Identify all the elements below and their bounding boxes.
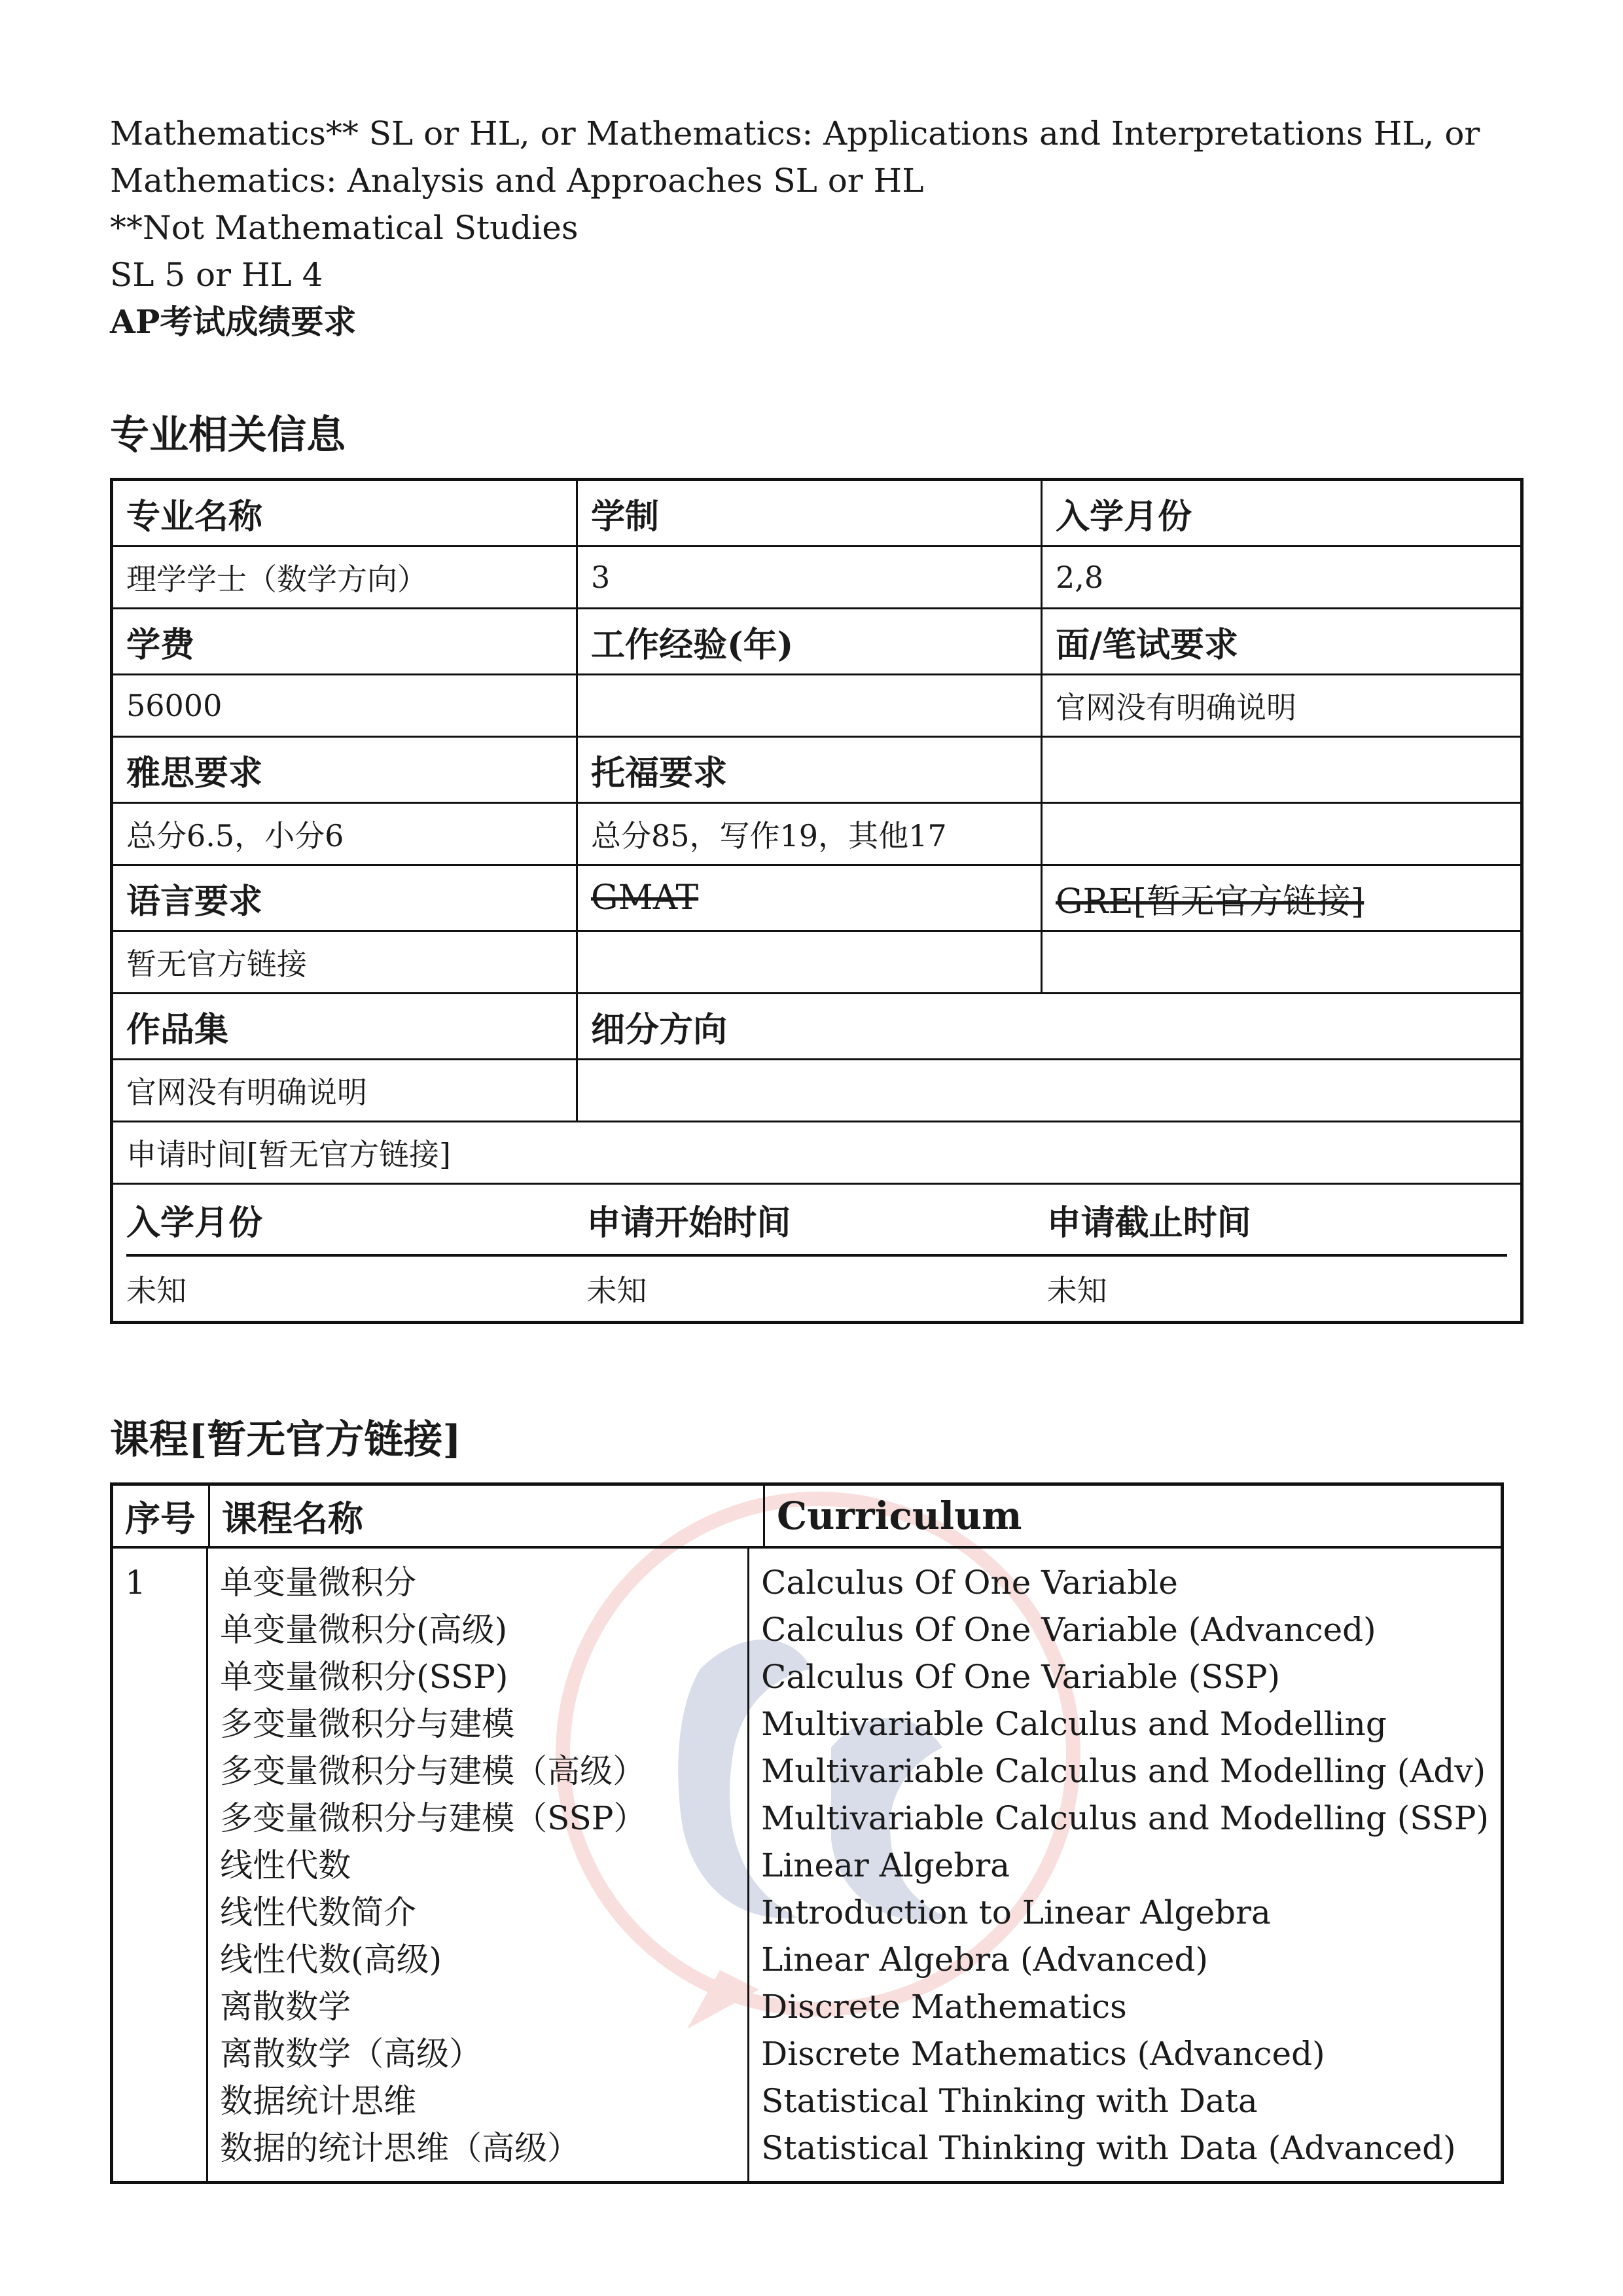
curriculum-table [110, 1482, 1504, 2184]
empty-cell [1043, 738, 1520, 802]
table-row [113, 1060, 1520, 1122]
specialization-label: 细分方向 [591, 1009, 728, 1050]
course-en: Statistical Thinking with Data (Advanced) [761, 2129, 1456, 2167]
app-time-label: 申请时间[暂无官方链接] [126, 1137, 451, 1172]
course-en: Linear Algebra (Advanced) [761, 1941, 1208, 1979]
table-row [113, 738, 1520, 804]
course-en: Statistical Thinking with Data [761, 2082, 1258, 2120]
empty-cell [578, 932, 1043, 992]
portfolio-label: 作品集 [113, 994, 578, 1058]
table-row [113, 804, 1520, 866]
course-cn: 单变量微积分(SSP) [220, 1658, 508, 1696]
course-en: Multivariable Calculus and Modelling (SSP) [761, 1799, 1489, 1837]
course-en: Discrete Mathematics (Advanced) [761, 2035, 1325, 2073]
table-row [113, 547, 1520, 609]
schedule-start-value: 未知 [586, 1273, 647, 1308]
course-en: Multivariable Calculus and Modelling [761, 1705, 1387, 1743]
course-cn: 多变量微积分与建模（高级） [220, 1752, 646, 1790]
table-row [113, 932, 1520, 994]
course-en: Calculus Of One Variable (Advanced) [761, 1611, 1376, 1649]
work-exp-value [578, 675, 1043, 736]
course-cn: 多变量微积分与建模 [220, 1705, 515, 1743]
course-cn: 数据的统计思维（高级） [220, 2129, 580, 2167]
ielts-value: 总分6.5，小分6 [113, 804, 578, 864]
empty-cell [1043, 932, 1520, 992]
schedule-table [113, 1185, 1520, 1321]
course-cn: 线性代数(高级) [220, 1941, 442, 1979]
major-value: 理学学士（数学方向） [113, 547, 578, 607]
tuition-label: 学费 [113, 609, 578, 673]
courses-section-title: 课程[暂无官方链接] [110, 1417, 461, 1463]
work-exp-label: 工作经验(年) [578, 609, 1043, 673]
course-cn-list [208, 1549, 749, 2181]
course-en: Calculus Of One Variable [761, 1564, 1178, 1602]
toefl-value: 总分85，写作19，其他17 [578, 804, 1043, 864]
course-cn: 单变量微积分 [220, 1564, 417, 1602]
table-row [113, 1122, 1520, 1185]
intro-text [110, 110, 1550, 346]
specialization-value [578, 1060, 1520, 1121]
schedule-header [126, 1185, 1507, 1257]
course-cn: 单变量微积分(高级) [220, 1611, 508, 1649]
curriculum-row [113, 1549, 1501, 2181]
gre-label-text: GRE[暂无官方链接] [1056, 882, 1364, 922]
table-row [113, 994, 1520, 1060]
schedule-intake-value: 未知 [126, 1273, 187, 1308]
table-row [113, 866, 1520, 932]
interview-value: 官网没有明确说明 [1056, 690, 1296, 725]
course-cn: 数据统计思维 [220, 2082, 417, 2120]
course-cn: 线性代数 [220, 1846, 351, 1884]
schedule-deadline-label: 申请截止时间 [1046, 1202, 1251, 1243]
schedule-row [113, 1185, 1520, 1321]
major-label: 专业名称 [113, 481, 578, 545]
schedule-deadline-value: 未知 [1046, 1273, 1107, 1308]
gre-label [1043, 866, 1520, 930]
intro-line: Mathematics** SL or HL, or Mathematics: Applications and Interpretations HL, or [110, 115, 1480, 152]
interview-label: 面/笔试要求 [1056, 624, 1238, 665]
intake-label: 入学月份 [1056, 496, 1192, 537]
table-row [113, 481, 1520, 547]
table-row [113, 609, 1520, 675]
duration-value: 3 [578, 547, 1043, 607]
col-cn-header: 课程名称 [210, 1486, 765, 1546]
gmat-label [578, 866, 1043, 930]
duration-label: 学制 [578, 481, 1043, 545]
table-row [113, 675, 1520, 738]
course-cn: 多变量微积分与建模（SSP） [220, 1799, 647, 1837]
schedule-start-label: 申请开始时间 [586, 1202, 791, 1243]
curriculum-header [113, 1486, 1501, 1549]
col-en-header: Curriculum [777, 1494, 1022, 1538]
course-en: Introduction to Linear Algebra [761, 1893, 1271, 1931]
empty-cell [1043, 804, 1520, 864]
schedule-intake-label: 入学月份 [126, 1202, 263, 1243]
portfolio-value: 官网没有明确说明 [113, 1060, 578, 1121]
course-cn: 离散数学 [220, 1988, 351, 2026]
schedule-values [126, 1257, 1507, 1321]
intake-value: 2,8 [1056, 560, 1104, 595]
toefl-label: 托福要求 [578, 738, 1043, 802]
intro-line: Mathematics: Analysis and Approaches SL or HL [110, 162, 924, 200]
course-cn: 线性代数简介 [220, 1893, 417, 1931]
lang-value: 暂无官方链接 [113, 932, 578, 992]
course-en: Multivariable Calculus and Modelling (Adv) [761, 1752, 1486, 1790]
intro-line: SL 5 or HL 4 [110, 256, 323, 294]
course-en: Linear Algebra [761, 1846, 1010, 1884]
gmat-label-text: GMAT [591, 878, 699, 918]
program-info-table [110, 478, 1524, 1324]
course-en: Discrete Mathematics [761, 1988, 1127, 2026]
lang-label: 语言要求 [113, 866, 578, 930]
tuition-value: 56000 [113, 675, 578, 736]
course-en: Calculus Of One Variable (SSP) [761, 1658, 1280, 1696]
course-cn: 离散数学（高级） [220, 2035, 482, 2073]
row-number: 1 [113, 1549, 208, 2181]
col-no-header: 序号 [113, 1486, 210, 1546]
course-en-list [749, 1549, 1501, 2181]
ielts-label: 雅思要求 [113, 738, 578, 802]
ap-heading: AP考试成绩要求 [110, 302, 357, 341]
program-section-title: 专业相关信息 [110, 412, 346, 458]
intro-line: **Not Mathematical Studies [110, 209, 579, 247]
